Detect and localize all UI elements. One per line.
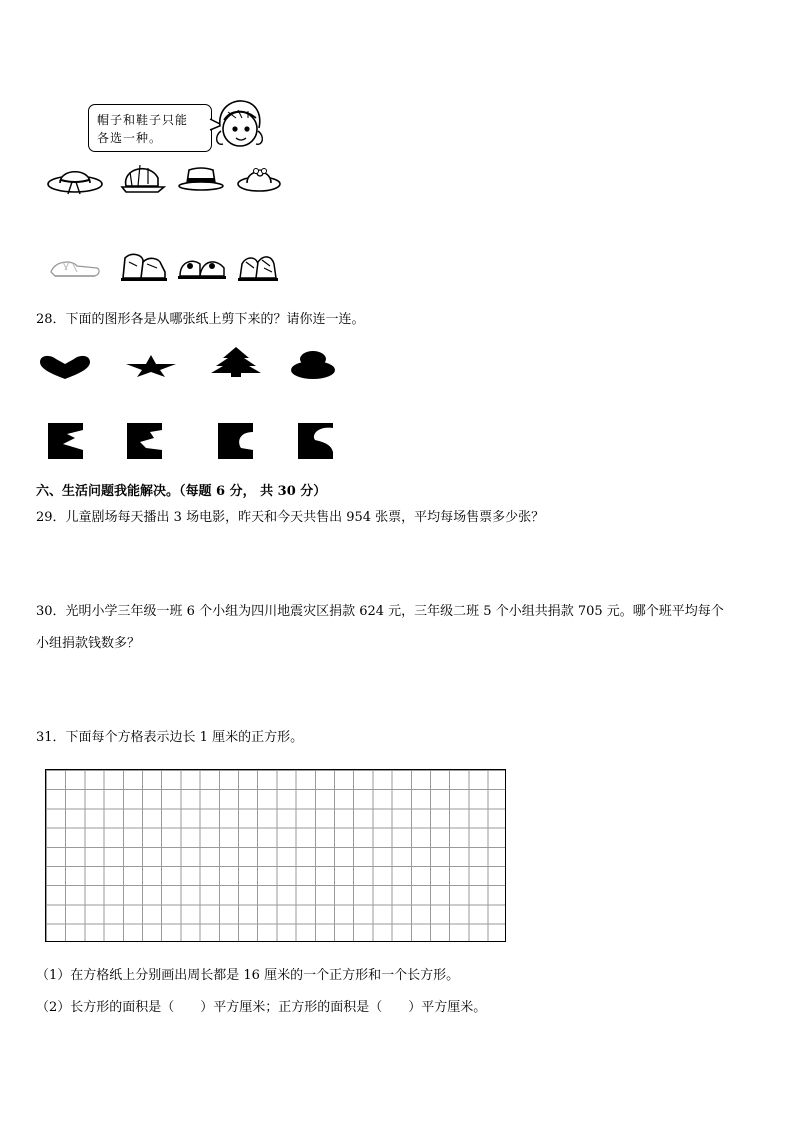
q31-text: 31．下面每个方格表示边长 1 厘米的正方形。 xyxy=(36,730,304,745)
speech-line-2: 各选一种。 xyxy=(97,131,163,145)
cut-paper-curve-icon xyxy=(217,422,255,460)
flower-hat-icon xyxy=(236,160,282,194)
q31-sub2: （2）长方形的面积是（ ）平方厘米；正方形的面积是（ ）平方厘米。 xyxy=(36,1000,487,1015)
q29-text: 29．儿童剧场每天播出 3 场电影，昨天和今天共售出 954 张票，平均每场售票多少张？ xyxy=(36,510,545,525)
q30-text-line2: 小组捐款钱数多？ xyxy=(36,636,141,651)
speech-line-1: 帽子和鞋子只能 xyxy=(97,113,189,127)
q28-text: 28．下面的图形各是从哪张纸上剪下来的？请你连一连。 xyxy=(36,312,365,327)
star-icon xyxy=(125,354,177,378)
q31-sub1: （1）在方格纸上分别画出周长都是 16 厘米的一个正方形和一个长方形。 xyxy=(36,968,460,983)
q30-text-line1: 30．光明小学三年级一班 6 个小组为四川地震灾区捐款 624 元，三年级二班 5 个小组共捐款 705 元。哪个班平均每个 xyxy=(36,604,724,619)
sun-hat-icon xyxy=(46,162,104,198)
cut-paper-zigzag-icon xyxy=(47,422,85,460)
boot-icon xyxy=(117,248,171,284)
fedora-icon xyxy=(177,165,225,193)
cap-icon xyxy=(118,160,168,196)
cut-paper-step-icon xyxy=(126,422,164,460)
tree-icon xyxy=(209,346,263,378)
sneaker-icon xyxy=(176,250,228,282)
speech-bubble xyxy=(88,104,212,152)
section-6-heading: 六、生活问题我能解决。（每题 6 分， 共 30 分） xyxy=(36,484,327,499)
square-grid xyxy=(45,769,506,942)
cut-paper-hook-icon xyxy=(297,422,335,460)
sport-shoe-icon xyxy=(236,250,280,284)
heart-icon xyxy=(38,354,92,380)
slipper-icon xyxy=(47,252,103,282)
mushroom-shape-icon xyxy=(290,350,336,380)
girl-icon xyxy=(212,98,266,154)
